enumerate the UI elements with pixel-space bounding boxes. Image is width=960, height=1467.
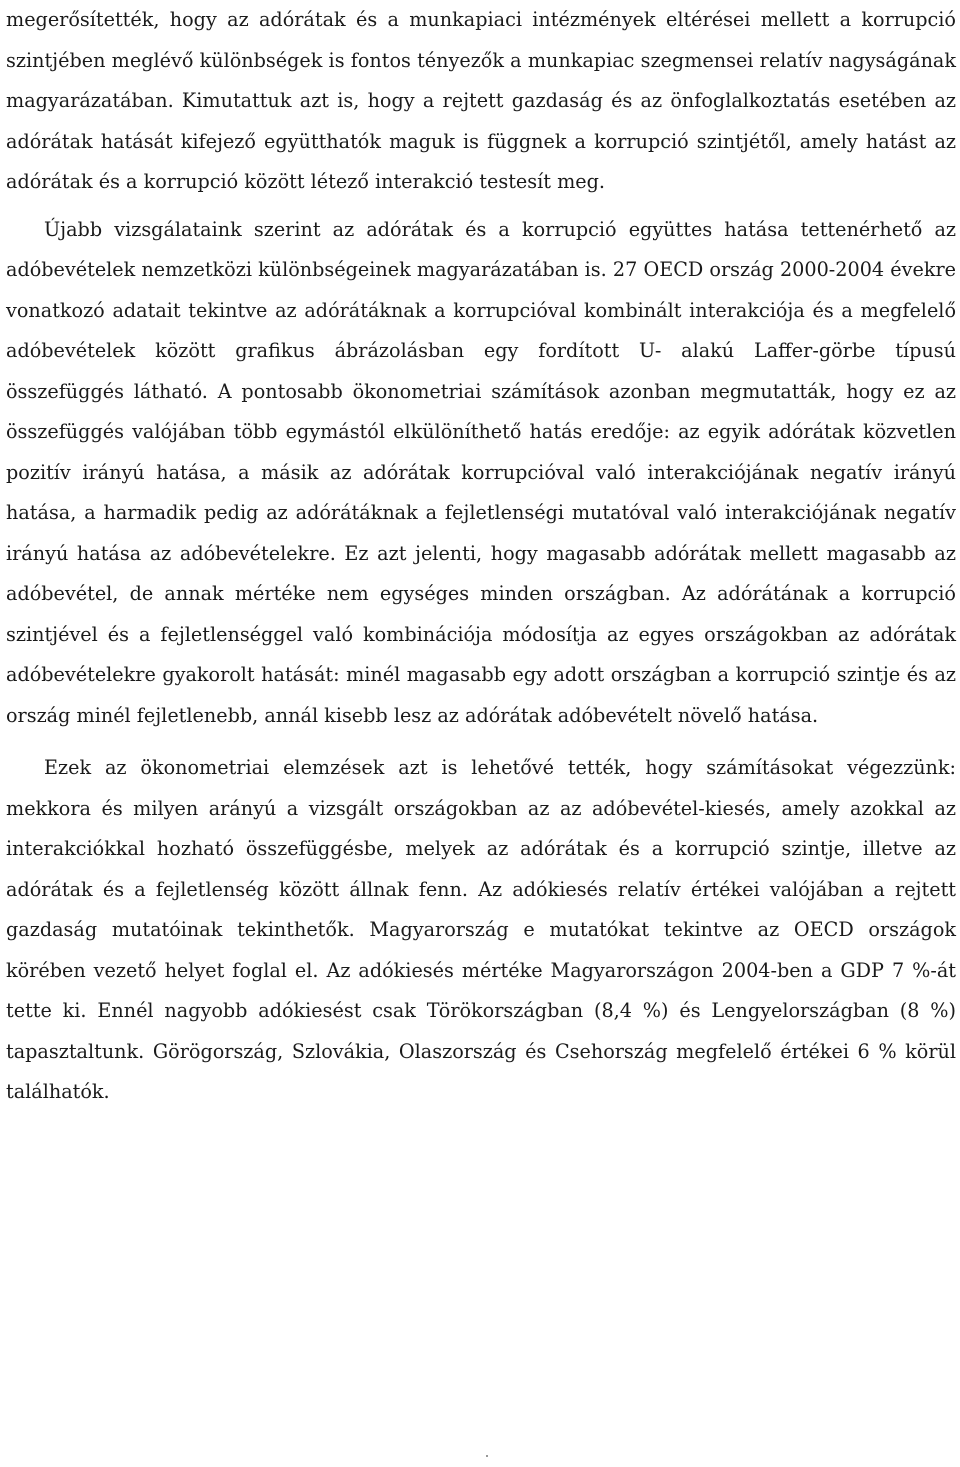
paragraph-1: megerősítették, hogy az adórátak és a munkapiaci intézmények eltérései mellett a korrupció szintjében meglévő különbségek is fontos tényezők a munkapiac szegmensei relatív nagyságának magyarázatában. Kimutattuk azt is, hogy a rejtett gazdaság és az önfoglalkoztatás esetében az adórátak hatását kifejező együtthatók maguk is függnek a korrupció szintjétől, amely hatást az adórátak és a korrupció között létező interakció testesít meg.: [6, 8, 956, 193]
page-marker-dot: [486, 1455, 488, 1457]
document-body: [6, 0, 956, 1113]
paragraph-3: Ezek az ökonometriai elemzések azt is lehetővé tették, hogy számításokat végezzünk: mekkora és milyen arányú a vizsgált országokban az az adóbevétel-kiesés, amely azokkal az interakciókkal hozható összefüggésbe, melyek az adórátak és a korrupció szintje, illetve az adórátak és a fejletlenség között állnak fenn. Az adókiesés relatív értékei valójában a rejtett gazdaság mutatóinak tekinthetők. Magyarország e mutatókat tekintve az OECD országok körében vezető helyet foglal el. Az adókiesés mértéke Magyarországon 2004-ben a GDP 7 %-át tette ki. Ennél nagyobb adókiesést csak Törökországban (8,4 %) és Lengyelországban (8 %) tapasztaltunk. Görögország, Szlovákia, Olaszország és Csehország megfelelő értékei 6 % körül találhatók.: [6, 756, 956, 1103]
paragraph-2: Újabb vizsgálataink szerint az adórátak és a korrupció együttes hatása tettenérhető az adóbevételek nemzetközi különbségeinek magyarázatában is. 27 OECD ország 2000-2004 évekre vonatkozó adatait tekintve az adórátáknak a korrupcióval kombinált interakciója és a megfelelő adóbevételek között grafikus ábrázolásban egy fordított U- alakú Laffer-görbe típusú összefüggés látható. A pontosabb ökonometriai számítások azonban megmutatták, hogy ez az összefüggés valójában több egymástól elkülöníthető hatás eredője: az egyik adórátak közvetlen pozitív irányú hatása, a másik az adórátak korrupcióval való interakciójának negatív irányú hatása, a harmadik pedig az adórátáknak a fejletlenségi mutatóval való interakciójának negatív irányú hatása az adóbevételekre. Ez azt jelenti, hogy magasabb adórátak mellett magasabb az adóbevétel, de annak mértéke nem egységes minden országban. Az adórátának a korrupció szintjével és a fejletlenséggel való kombinációja módosítja az egyes országokban az adórátak adóbevételekre gyakorolt hatását: minél magasabb egy adott országban a korrupció szintje és az ország minél fejletlenebb, annál kisebb lesz az adórátak adóbevételt növelő hatása.: [6, 217, 956, 727]
